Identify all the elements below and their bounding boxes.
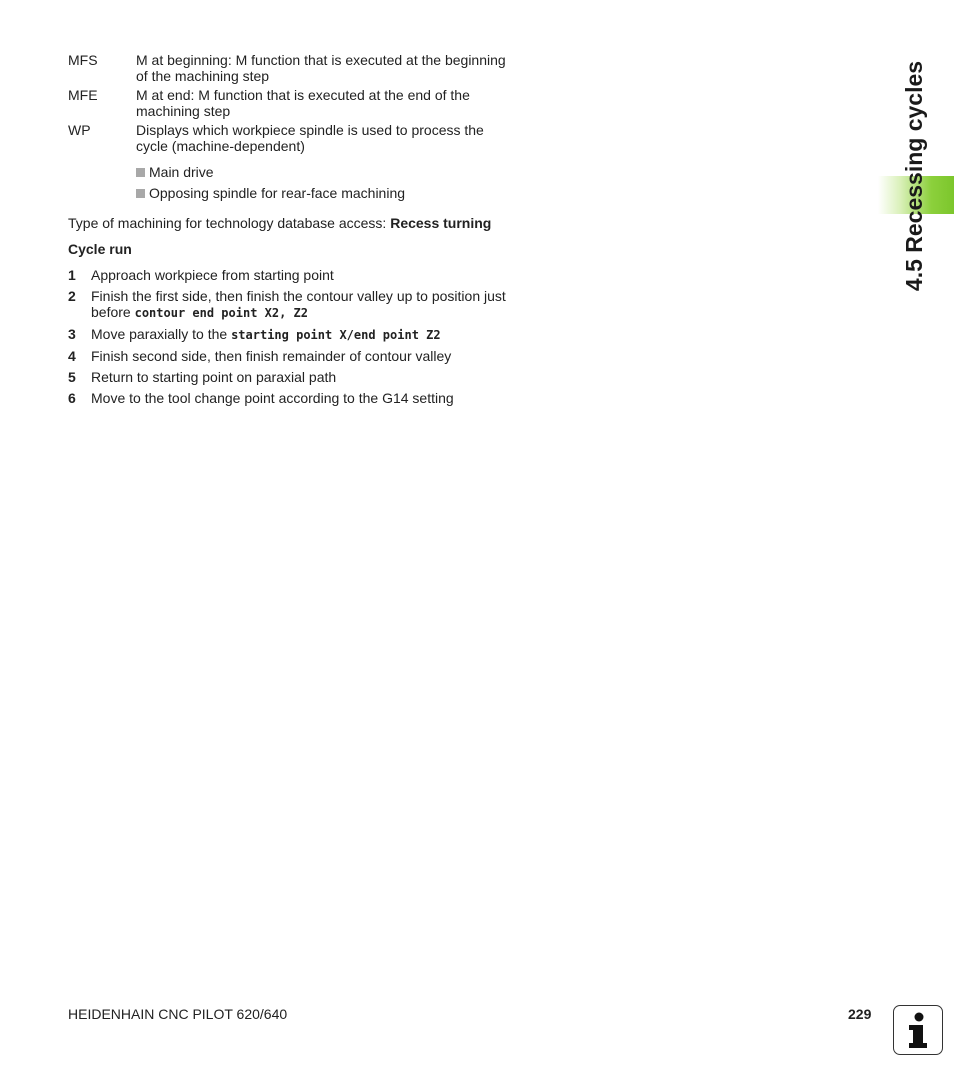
param-key: MFS xyxy=(68,52,98,68)
step-number: 6 xyxy=(68,390,76,406)
step-item xyxy=(68,390,518,406)
tech-value: Recess turning xyxy=(390,215,492,231)
step-text: Finish second side, then finish remainder of contour valley xyxy=(91,348,452,364)
square-bullet-icon xyxy=(136,168,145,177)
step-number: 2 xyxy=(68,288,76,304)
parameter-list xyxy=(68,52,518,206)
tech-prefix: Type of machining for technology database access: xyxy=(68,215,391,231)
step-code: contour end point X2, Z2 xyxy=(134,306,308,320)
step-text: Move to the tool change point according to the G14 setting xyxy=(91,390,454,406)
step-text: Approach workpiece from starting point xyxy=(91,267,334,283)
step-item xyxy=(68,326,518,343)
step-number: 1 xyxy=(68,267,76,283)
step-number: 4 xyxy=(68,348,76,364)
step-item xyxy=(68,288,518,321)
step-item xyxy=(68,369,518,385)
option-label: Opposing spindle for rear-face machining xyxy=(149,185,406,201)
option-item xyxy=(136,185,518,201)
param-row xyxy=(68,52,518,84)
param-row xyxy=(68,87,518,119)
param-row xyxy=(68,122,518,154)
step-code: starting point X/end point Z2 xyxy=(231,328,441,342)
step-text: Finish the first side, then finish the contour valley up to position just before xyxy=(91,288,506,320)
chapter-title: 4.5 Recessing cycles xyxy=(901,60,928,292)
page-number: 229 xyxy=(848,1006,872,1022)
step-item xyxy=(68,267,518,283)
info-icon xyxy=(893,1005,943,1055)
chapter-title-vertical xyxy=(884,36,944,316)
step-item xyxy=(68,348,518,364)
footer-manual-title: HEIDENHAIN CNC PILOT 620/640 xyxy=(68,1006,288,1022)
param-description: Displays which workpiece spindle is used to process the cycle (machine-dependent) xyxy=(136,122,484,154)
param-key: MFE xyxy=(68,87,98,103)
technology-database-note xyxy=(68,215,528,231)
step-text-wrap xyxy=(91,326,511,343)
param-description: M at end: M function that is executed at the end of the machining step xyxy=(136,87,470,119)
square-bullet-icon xyxy=(136,189,145,198)
spindle-options xyxy=(136,164,518,201)
step-text: Move paraxially to the xyxy=(91,326,232,342)
option-item xyxy=(136,164,518,180)
step-text-wrap xyxy=(91,288,511,321)
step-number: 3 xyxy=(68,326,76,342)
param-key: WP xyxy=(68,122,91,138)
param-description: M at beginning: M function that is executed at the beginning of the machining step xyxy=(136,52,506,84)
cycle-steps xyxy=(68,267,518,411)
option-label: Main drive xyxy=(149,164,214,180)
step-number: 5 xyxy=(68,369,76,385)
step-text: Return to starting point on paraxial path xyxy=(91,369,337,385)
cycle-run-heading: Cycle run xyxy=(68,241,132,257)
